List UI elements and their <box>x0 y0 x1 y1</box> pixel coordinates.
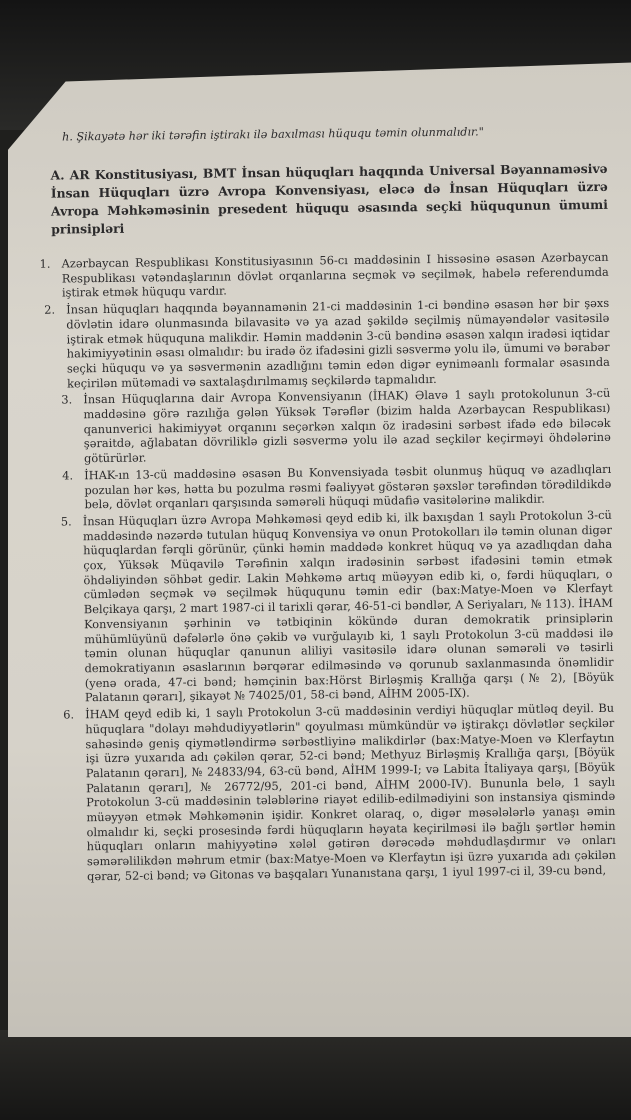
item-number: 5. <box>60 514 72 529</box>
item-text: İnsan Hüquqlarına dair Avropa Konvensiyanın (İHAK) Əlavə 1 saylı protokolunun 3-cü maddəsinə görə razılığa gələn Yüksək Tərəflər (bizim halda Azərbaycan Respublikası) qanunverici hakimiyyət orqanını seçərkən xalqın öz iradəsini sərbəst ifadə edə biləcək şəraitdə, ağlabatan dövriliklə gizli səsvermə yolu ilə azad seçkilər keçirməyi öhdələrinə götürürlər. <box>83 386 611 466</box>
list-item <box>24 250 609 301</box>
list-item <box>29 701 616 885</box>
section-heading: A. AR Konstitusiyası, BMT İnsan hüquqları haqqında Universal Bəyannaməsivə İnsan Hüquqları üzrə Avropa Konvensiyası, eləcə də İnsan Hüquqları üzrə Avropa Məhkəməsinin presedent hüququ əsasında seçki hüququnun ümumi prinsipləri <box>50 160 609 237</box>
document-body <box>22 123 616 887</box>
background-bottom <box>0 1030 631 1120</box>
item-number: 3. <box>61 392 73 407</box>
item-text: Azərbaycan Respublikası Konstitusiyasının 56-cı maddəsinin I hissəsinə əsasən Azərbaycan Respublikası vətəndaşlarının dövlət orqanlarına seçmək və seçilmək, habelə referendumda iştirak etmək hüququ vardır. <box>61 249 609 300</box>
item-number: 4. <box>62 468 74 483</box>
quote-line: h. Şikayətə hər iki tərəfin iştirakı ilə baxılması hüququ təmin olunmalıdır." <box>62 125 484 144</box>
item-text: İnsan Hüquqları üzrə Avropa Məhkəməsi qeyd edib ki, ilk baxışdan 1 saylı Protokolun 3-cü maddəsində nəzərdə tutulan hüquq Konvensiya və onun Protokolları ilə təmin olunan digər hüquqlardan fərqli görünür, çünki həmin maddədə konkret hüquq və ya azadlıqdan daha çox, Yüksək Müqavilə Tərəfinin xalqın iradəsinin sərbəst ifadəsini təmin etmək öhdəliyindən söhbət gedir. Lakin Məhkəmə artıq müəyyən edib ki, o, fərdi hüquqları, o cümlədən seçmək və seçilmək hüququnu təmin edir (bax:Matye-Moen və Klerfayt Belçikaya qarşı, 2 mart 1987-ci il tarixli qərar, 46-51-ci bəndlər, A Seriyaları, № 113). İHAM Konvensiyanın şərhinin və tətbiqinin kökündə duran demokratik prinsiplərin mühümlüyünü dəfələrlə önə çəkib və vurğulayıb ki, 1 saylı Protokolun 3-cü maddəsi ilə təmin olunan hüquqlar qanunun aliliyi vasitəsilə idarə olunan səmərəli və təsirli demokratiyanın əsaslarının bərqərar edilməsində və qorunub saxlanmasında önəmlidir (yenə orada, 47-ci bənd; həmçinin bax:Hörst Birləşmiş Krallığa qarşı (№ 2), [Böyük Palatanın qərarı], şikayət № 74025/01, 58-ci bənd, AİHM 2005-IX). <box>82 507 614 705</box>
list-item <box>26 462 611 513</box>
item-text: İHAK-ın 13-cü maddəsinə əsasən Bu Konvensiyada təsbit olunmuş hüquq və azadlıqları pozulan hər kəs, hətta bu pozulma rəsmi fəaliyyət göstərən şəxslər tərəfindən törədildikdə belə, dövlət orqanları qarşısında səmərəli hüquqi müdafiə vasitələrinə malikdir. <box>84 461 612 512</box>
item-number: 1. <box>39 256 51 271</box>
item-number: 6. <box>63 707 75 722</box>
item-text: İHAM qeyd edib ki, 1 saylı Protokolun 3-cü maddəsinin verdiyi hüquqlar mütləq deyil. Bu hüquqlara "dolayı məhdudiyyətlərin" qoyulması mümkündür və iştirakçı dövlətlər seçkilər sahəsində geniş qiymətləndirmə sərbəstliyinə malikdirlər (bax:Matye-Moen və Klerfaytın işi üzrə yuxarıda adı çəkilən qərar, 52-ci bənd; Methyuz Birləşmiş Krallığa qarşı, [Böyük Palatanın qərarı], № 24833/94, 63-cü bənd, AİHM 1999-I; və Labita İtaliyaya qarşı, [Böyük Palatanın qərarı], № 26772/95, 201-ci bənd, AİHM 2000-IV). Bununla belə, 1 saylı Protokolun 3-cü maddəsinin tələblərinə riayət edilib-edilmədiyini son instansiya qismində müəyyən etmək Məhkəmənin işidir. Konkret olaraq, o, digər məsələlərlə yanaşı əmin olmalıdır ki, seçki prosesində fərdi hüquqların həyata keçirilməsi ilə bağlı şərtlər həmin hüquqları onların mahiyyətinə xələl gətirən dərəcədə məhdudlaşdırmır və onları səmərəlilikdən məhrum etmir (bax:Matye-Moen və Klerfaytın işi üzrə yuxarıda adı çəkilən qərar, 52-ci bənd; və Gitonas və başqaları Yunanıstana qarşı, 1 iyul 1997-ci il, 39-cu bənd, <box>85 700 616 884</box>
list-item <box>27 508 614 706</box>
item-text: İnsan hüquqları haqqında bəyannamənin 21-ci maddəsinin 1-ci bəndinə əsasən hər bir şəxs dövlətin idarə olunmasında bilavasitə və ya azad şəkildə seçilmiş nümayəndələr vasitəsilə iştirak etmək hüququna malikdir. Həmin maddənin 3-cü bəndinə əsasən xalqın iradəsi iqtidar hakimiyyətinin əsası olmalıdır: bu iradə öz ifadəsini gizli səsvermə yolu ilə, ümumi və bərabər seçki hüququ və ya səsvermənin azadlığını təmin edən digər eyniməanlı formalar əsasında keçirilən mütəmadi və saxtalaşdırılmamış seçkilərdə tapmalıdır. <box>66 295 610 391</box>
item-number: 2. <box>44 302 56 317</box>
principles-list <box>24 250 617 885</box>
list-item <box>25 386 611 467</box>
list-item <box>24 296 610 391</box>
